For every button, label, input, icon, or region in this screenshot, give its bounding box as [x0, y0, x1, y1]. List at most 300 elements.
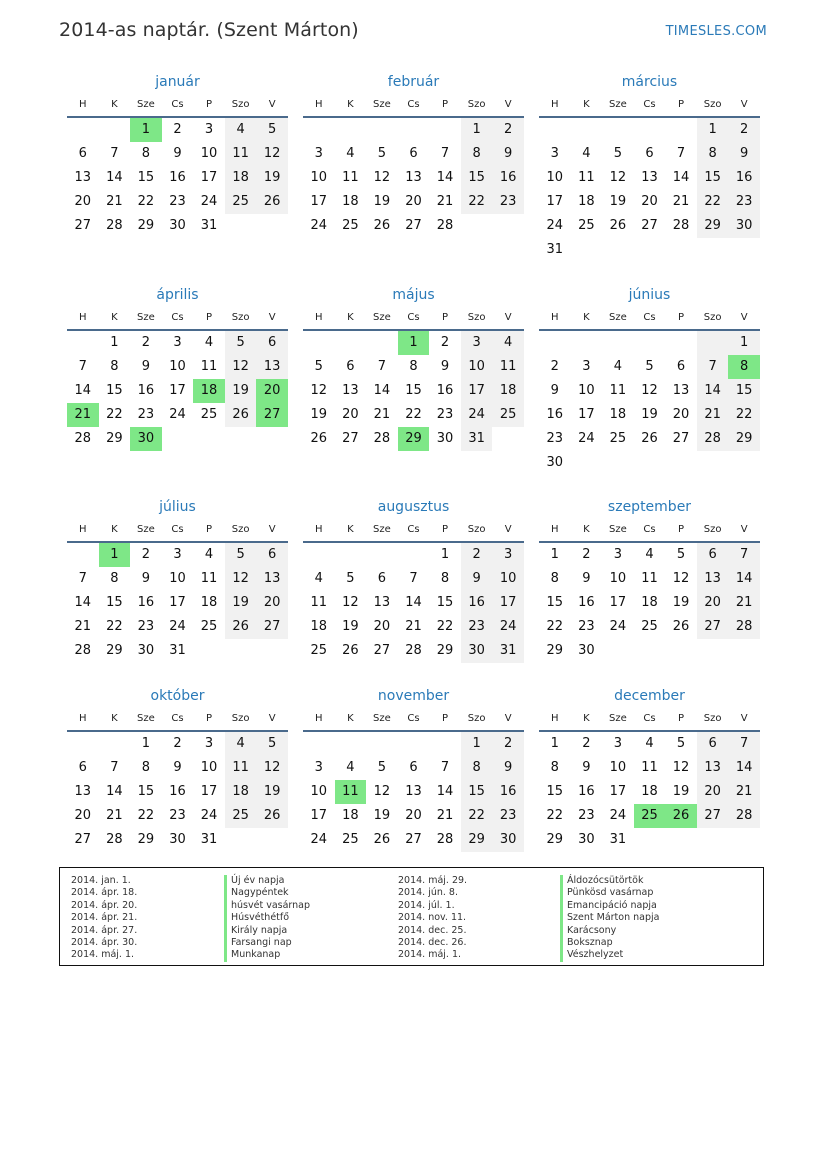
day-cell: 27	[697, 804, 729, 828]
day-cell: 8	[461, 756, 493, 780]
day-grid	[67, 331, 288, 451]
day-cell: 24	[461, 403, 493, 427]
day-cell: 9	[141, 571, 151, 586]
day-cell: 22	[106, 407, 123, 422]
day-cell: 29	[137, 218, 155, 233]
day-cell: 18	[342, 808, 359, 823]
day-cell: 16	[169, 784, 186, 799]
day-cell: 8	[110, 359, 119, 374]
day-cell: 26	[373, 832, 391, 847]
day-cell: 29	[697, 214, 729, 238]
day-cell: 31	[546, 242, 564, 257]
weekday-label: Szo	[467, 523, 486, 535]
month-name: december	[614, 688, 685, 704]
day-cell: 8	[550, 760, 559, 775]
day-cell: 4	[613, 359, 623, 374]
day-cell: 10	[200, 146, 218, 161]
empty-cell	[398, 118, 430, 142]
legend-date: 2014. jan. 1.	[71, 875, 131, 886]
day-cell: 27	[74, 832, 92, 847]
day-cell: 13	[641, 170, 658, 185]
weekday-label: P	[206, 523, 213, 535]
day-cell: 14	[436, 784, 454, 799]
legend-date: 2014. dec. 25.	[398, 924, 467, 936]
day-cell: 13	[405, 170, 422, 185]
day-cell: 19	[373, 194, 391, 209]
day-cell: 26	[373, 218, 391, 233]
weekday-label: Sze	[609, 311, 627, 323]
month-12	[539, 686, 760, 852]
weekday-header	[539, 517, 760, 543]
day-cell: 24	[546, 218, 564, 233]
month-name: június	[628, 287, 671, 303]
day-cell: 6	[409, 760, 418, 775]
day-cell: 1	[440, 547, 450, 562]
day-cell: 16	[728, 166, 760, 190]
day-cell: 1	[550, 736, 559, 751]
day-cell: 22	[728, 403, 760, 427]
day-cell: 1	[728, 331, 760, 355]
day-cell: 15	[461, 780, 493, 804]
day-cell: 25	[609, 431, 627, 446]
empty-cell	[665, 331, 697, 355]
day-cell: 25	[634, 804, 666, 828]
day-cell: 11	[200, 359, 218, 374]
day-cell: 17	[310, 194, 328, 209]
day-cell: 24	[169, 407, 186, 422]
empty-cell	[571, 331, 603, 355]
day-cell: 16	[169, 170, 186, 185]
day-cell: 5	[676, 547, 686, 562]
day-cell: 2	[141, 335, 151, 350]
empty-cell	[571, 118, 603, 142]
day-cell: 12	[373, 784, 391, 799]
weekday-label: Cs	[407, 98, 420, 110]
day-cell: 20	[641, 194, 658, 209]
empty-cell	[492, 427, 524, 451]
day-cell: 1	[550, 547, 559, 562]
day-cell: 29	[436, 643, 454, 658]
day-cell: 14	[373, 383, 391, 398]
day-cell: 14	[106, 784, 123, 799]
day-cell: 22	[461, 190, 493, 214]
day-cell: 8	[110, 571, 119, 586]
weekday-label: P	[206, 712, 213, 724]
day-cell: 9	[440, 359, 450, 374]
day-cell: 11	[578, 170, 595, 185]
weekday-label: K	[347, 523, 354, 535]
day-cell: 8	[728, 355, 760, 379]
day-cell: 5	[377, 146, 387, 161]
day-grid	[539, 118, 760, 262]
empty-cell	[225, 214, 257, 238]
day-cell: 13	[74, 784, 92, 799]
day-cell: 28	[436, 832, 454, 847]
weekday-label: K	[111, 712, 118, 724]
day-cell: 5	[225, 543, 257, 567]
day-cell: 3	[314, 146, 323, 161]
day-cell: 22	[106, 619, 123, 634]
day-cell: 20	[342, 407, 359, 422]
empty-cell	[602, 451, 634, 475]
day-cell: 11	[225, 142, 257, 166]
day-cell: 27	[405, 832, 422, 847]
day-cell: 15	[728, 379, 760, 403]
day-cell: 4	[346, 146, 355, 161]
empty-cell	[162, 427, 194, 451]
day-cell: 11	[342, 170, 359, 185]
weekday-label: Szo	[703, 311, 722, 323]
day-cell: 30	[728, 214, 760, 238]
day-cell: 17	[492, 591, 524, 615]
day-cell: 29	[546, 643, 564, 658]
day-cell: 3	[314, 760, 323, 775]
weekday-label: Cs	[171, 712, 184, 724]
day-cell: 24	[609, 619, 627, 634]
empty-cell	[366, 732, 398, 756]
day-cell: 23	[436, 407, 454, 422]
day-cell: 11	[335, 780, 367, 804]
day-cell: 4	[204, 547, 214, 562]
day-cell: 21	[728, 591, 760, 615]
weekday-label: H	[551, 98, 559, 110]
empty-cell	[728, 639, 760, 663]
day-cell: 23	[492, 804, 524, 828]
day-cell: 12	[672, 571, 690, 586]
day-cell: 27	[672, 431, 690, 446]
empty-cell	[225, 828, 257, 852]
legend-names-right	[560, 875, 659, 962]
day-cell: 5	[613, 146, 623, 161]
day-cell: 7	[676, 146, 686, 161]
empty-cell	[728, 451, 760, 475]
day-cell: 17	[310, 808, 328, 823]
legend-dates-right	[398, 875, 467, 962]
day-cell: 17	[200, 784, 218, 799]
day-cell: 19	[373, 808, 391, 823]
day-cell: 19	[609, 194, 627, 209]
day-cell: 9	[728, 142, 760, 166]
day-cell: 29	[137, 832, 155, 847]
day-cell: 18	[641, 595, 658, 610]
day-cell: 4	[204, 335, 214, 350]
day-cell: 12	[342, 595, 359, 610]
day-cell: 27	[256, 615, 288, 639]
day-cell: 16	[137, 595, 155, 610]
day-cell: 21	[436, 194, 454, 209]
empty-cell	[429, 118, 461, 142]
day-cell: 22	[436, 619, 454, 634]
day-cell: 15	[137, 170, 155, 185]
month-7	[67, 497, 288, 663]
day-cell: 9	[550, 383, 559, 398]
day-cell: 5	[346, 571, 355, 586]
weekday-label: Szo	[703, 98, 722, 110]
day-cell: 2	[461, 543, 493, 567]
weekday-label: Sze	[609, 523, 627, 535]
day-cell: 13	[256, 355, 288, 379]
empty-cell	[571, 238, 603, 262]
day-cell: 26	[225, 615, 257, 639]
weekday-label: Szo	[231, 98, 250, 110]
day-cell: 6	[78, 146, 87, 161]
day-cell: 22	[461, 804, 493, 828]
weekday-header	[67, 706, 288, 732]
day-cell: 13	[672, 383, 690, 398]
day-cell: 27	[697, 615, 729, 639]
day-cell: 26	[225, 403, 257, 427]
day-cell: 10	[546, 170, 564, 185]
weekday-label: Cs	[171, 523, 184, 535]
day-cell: 15	[436, 595, 454, 610]
empty-cell	[634, 331, 666, 355]
day-cell: 5	[314, 359, 323, 374]
day-cell: 18	[310, 619, 328, 634]
day-cell: 12	[225, 567, 257, 591]
day-cell: 12	[310, 383, 328, 398]
day-cell: 18	[492, 379, 524, 403]
weekday-label: H	[551, 712, 559, 724]
day-cell: 23	[578, 808, 595, 823]
day-cell: 1	[99, 543, 131, 567]
month-4	[67, 285, 288, 451]
weekday-label: Cs	[171, 311, 184, 323]
day-cell: 8	[141, 146, 151, 161]
day-cell: 9	[173, 146, 182, 161]
day-cell: 30	[130, 427, 162, 451]
day-cell: 21	[728, 780, 760, 804]
day-cell: 28	[405, 643, 422, 658]
empty-cell	[634, 828, 666, 852]
empty-cell	[366, 543, 398, 567]
day-cell: 3	[173, 335, 182, 350]
weekday-label: Szo	[467, 712, 486, 724]
legend-holiday-name: Nagypéntek	[224, 887, 310, 899]
day-cell: 23	[546, 431, 564, 446]
day-cell: 14	[405, 595, 422, 610]
weekday-label: K	[111, 98, 118, 110]
weekday-label: V	[268, 712, 276, 724]
day-cell: 22	[137, 194, 155, 209]
day-cell: 11	[225, 756, 257, 780]
day-cell: 31	[461, 427, 493, 451]
day-cell: 5	[676, 736, 686, 751]
day-cell: 26	[256, 804, 288, 828]
day-cell: 13	[373, 595, 391, 610]
weekday-label: P	[678, 311, 685, 323]
day-cell: 11	[641, 571, 658, 586]
empty-cell	[697, 331, 729, 355]
empty-cell	[256, 639, 288, 663]
weekday-label: Cs	[643, 98, 656, 110]
day-cell: 2	[728, 118, 760, 142]
day-cell: 6	[377, 571, 387, 586]
day-cell: 26	[609, 218, 627, 233]
empty-cell	[256, 828, 288, 852]
day-cell: 17	[169, 383, 186, 398]
day-cell: 25	[641, 619, 658, 634]
day-cell: 2	[492, 732, 524, 756]
weekday-header	[539, 706, 760, 732]
day-cell: 9	[582, 760, 591, 775]
weekday-label: Sze	[137, 712, 155, 724]
empty-cell	[665, 118, 697, 142]
day-grid	[539, 543, 760, 663]
day-cell: 27	[405, 218, 422, 233]
brand-link[interactable]: TIMESLES.COM	[665, 24, 767, 39]
day-cell: 20	[74, 194, 92, 209]
weekday-label: Sze	[373, 98, 391, 110]
day-cell: 12	[256, 756, 288, 780]
day-cell: 26	[641, 431, 658, 446]
day-cell: 15	[106, 383, 123, 398]
day-cell: 10	[169, 571, 186, 586]
day-cell: 8	[697, 142, 729, 166]
day-cell: 3	[204, 736, 214, 751]
day-cell: 28	[106, 832, 123, 847]
day-cell: 16	[492, 166, 524, 190]
empty-cell	[697, 451, 729, 475]
weekday-label: Szo	[467, 311, 486, 323]
day-cell: 15	[137, 784, 155, 799]
empty-cell	[193, 427, 225, 451]
day-cell: 17	[200, 170, 218, 185]
weekday-label: H	[79, 98, 87, 110]
day-cell: 31	[492, 639, 524, 663]
day-cell: 27	[256, 403, 288, 427]
day-cell: 5	[256, 732, 288, 756]
day-cell: 23	[169, 194, 186, 209]
weekday-label: H	[79, 712, 87, 724]
day-cell: 19	[672, 784, 690, 799]
day-cell: 29	[398, 427, 430, 451]
day-cell: 9	[582, 571, 591, 586]
day-cell: 6	[697, 543, 729, 567]
day-grid	[303, 118, 524, 238]
weekday-label: K	[583, 311, 590, 323]
empty-cell	[335, 331, 367, 355]
day-cell: 22	[546, 619, 564, 634]
day-cell: 1	[141, 736, 151, 751]
empty-cell	[67, 732, 99, 756]
day-cell: 21	[106, 808, 123, 823]
day-cell: 12	[672, 760, 690, 775]
day-cell: 2	[582, 736, 591, 751]
empty-cell	[697, 828, 729, 852]
weekday-label: V	[504, 523, 512, 535]
day-cell: 17	[609, 595, 627, 610]
weekday-label: V	[740, 311, 748, 323]
month-name: szeptember	[607, 499, 692, 515]
weekday-label: Cs	[407, 712, 420, 724]
day-cell: 22	[405, 407, 422, 422]
empty-cell	[67, 118, 99, 142]
month-name: augusztus	[377, 499, 450, 515]
weekday-label: P	[442, 523, 449, 535]
day-cell: 19	[641, 407, 658, 422]
legend-date: 2014. máj. 1.	[398, 949, 462, 961]
weekday-label: K	[347, 98, 354, 110]
day-cell: 12	[373, 170, 391, 185]
day-cell: 31	[609, 832, 627, 847]
empty-cell	[429, 732, 461, 756]
empty-cell	[303, 118, 335, 142]
legend-holiday-name: Király napja	[224, 925, 310, 937]
day-cell: 28	[697, 427, 729, 451]
day-cell: 7	[409, 571, 418, 586]
day-cell: 4	[645, 736, 654, 751]
day-cell: 13	[256, 567, 288, 591]
day-cell: 18	[609, 407, 627, 422]
day-cell: 22	[137, 808, 155, 823]
weekday-label: H	[79, 311, 87, 323]
day-cell: 23	[492, 190, 524, 214]
day-cell: 18	[578, 194, 595, 209]
day-cell: 29	[728, 427, 760, 451]
weekday-label: P	[442, 311, 449, 323]
day-cell: 1	[461, 118, 493, 142]
empty-cell	[335, 118, 367, 142]
month-name: október	[150, 688, 205, 704]
day-cell: 19	[256, 780, 288, 804]
weekday-label: H	[551, 311, 559, 323]
day-cell: 3	[204, 122, 214, 137]
weekday-label: Sze	[373, 523, 391, 535]
day-cell: 28	[728, 804, 760, 828]
day-cell: 18	[641, 784, 658, 799]
day-cell: 25	[200, 407, 218, 422]
day-cell: 10	[461, 355, 493, 379]
day-cell: 30	[137, 643, 155, 658]
day-cell: 28	[728, 615, 760, 639]
empty-cell	[335, 543, 367, 567]
day-cell: 4	[314, 571, 323, 586]
day-cell: 20	[672, 407, 690, 422]
day-cell: 17	[461, 379, 493, 403]
weekday-label: K	[347, 712, 354, 724]
empty-cell	[492, 214, 524, 238]
month-1	[67, 72, 288, 238]
legend-holiday-name: Húsvéthétfő	[224, 912, 310, 924]
day-grid	[303, 732, 524, 852]
day-cell: 1	[130, 118, 162, 142]
empty-cell	[634, 118, 666, 142]
day-cell: 11	[492, 355, 524, 379]
legend-holiday-name: Vészhelyzet	[560, 949, 659, 961]
day-cell: 28	[436, 218, 454, 233]
weekday-label: Szo	[703, 712, 722, 724]
day-cell: 2	[173, 122, 182, 137]
day-cell: 5	[645, 359, 654, 374]
day-cell: 29	[106, 431, 123, 446]
day-cell: 4	[225, 732, 257, 756]
weekday-label: Cs	[643, 311, 656, 323]
weekday-header	[67, 92, 288, 118]
weekday-label: Sze	[137, 311, 155, 323]
day-cell: 7	[728, 543, 760, 567]
day-cell: 13	[342, 383, 359, 398]
day-cell: 10	[310, 170, 328, 185]
day-cell: 20	[697, 780, 729, 804]
day-cell: 8	[461, 142, 493, 166]
weekday-header	[67, 305, 288, 331]
day-cell: 23	[728, 190, 760, 214]
day-cell: 24	[200, 808, 218, 823]
month-10	[67, 686, 288, 852]
day-cell: 12	[256, 142, 288, 166]
day-cell: 18	[342, 194, 359, 209]
legend-date: 2014. jún. 8.	[398, 887, 459, 899]
